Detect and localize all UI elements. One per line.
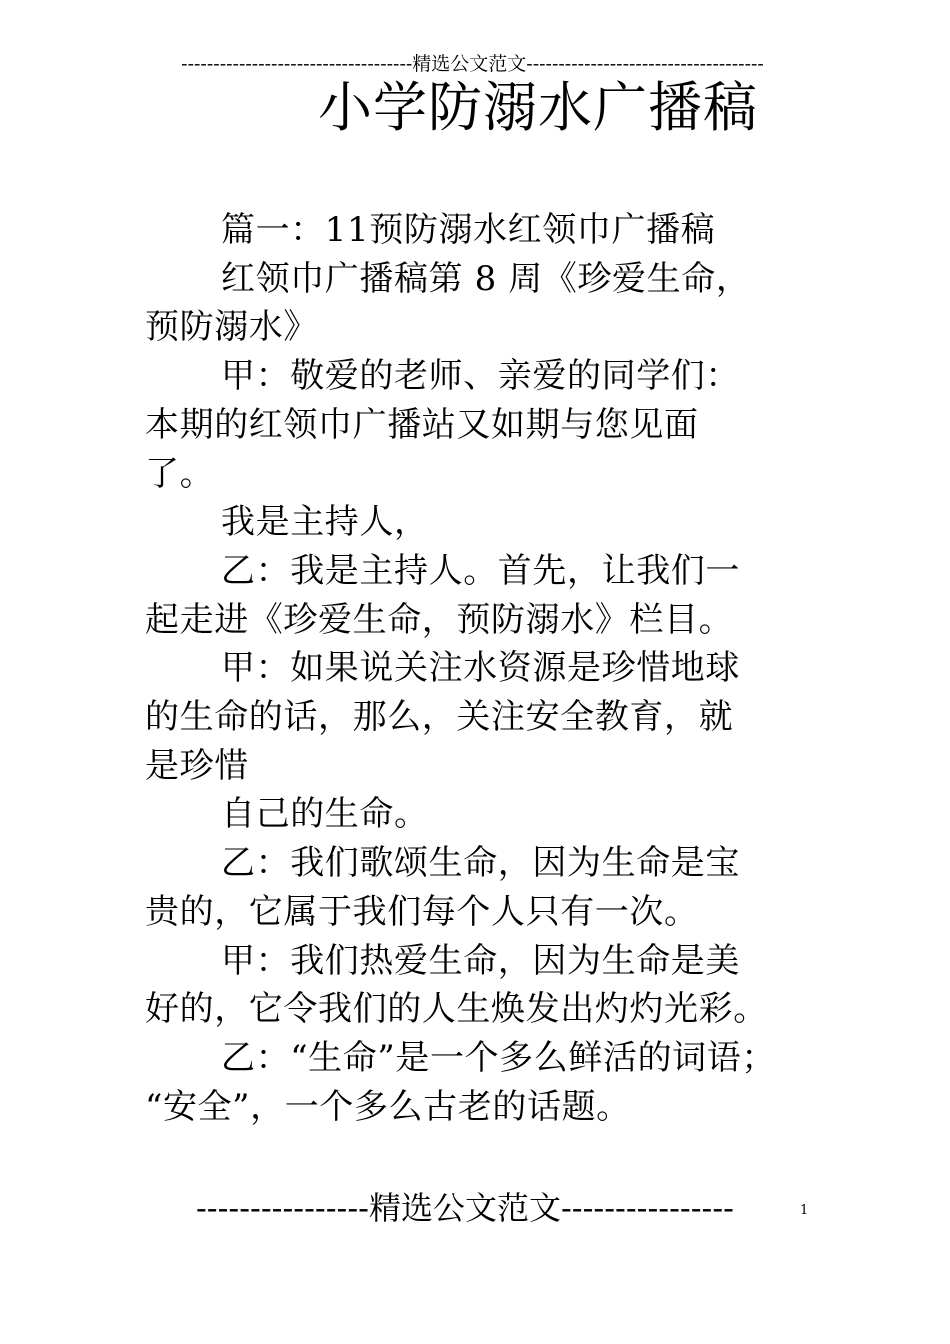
paragraph [145,206,810,255]
paragraph [145,547,810,596]
text-line: 自己的生命。 [221,794,429,835]
paragraph [145,937,810,986]
text-line: 乙：我是主持人。首先，让我们一 [221,550,740,591]
text-line: 起走进《珍爱生命，预防溺水》栏目。 [145,599,734,640]
text-line: 甲：如果说关注水资源是珍惜地球 [221,648,740,689]
document-title: 小学防溺水广播稿 [318,76,758,139]
text-line: 预防溺水》 [145,307,318,348]
text-line: 的生命的话，那么，关注安全教育，就 [145,697,734,738]
paragraph [145,1083,810,1132]
paragraph [145,888,810,937]
paragraph [145,352,810,401]
page-number: 1 [800,1203,809,1218]
paragraph [145,303,810,352]
paragraph [145,644,810,693]
text-line: 乙：“生命”是一个多么鲜活的词语； [221,1037,776,1078]
text-line: 本期的红领巾广播站又如期与您见面 [145,404,699,445]
text-line: 贵的，它属于我们每个人只有一次。 [145,891,699,932]
paragraph [145,693,810,790]
text-line: 甲：我们热爱生命，因为生命是美 [221,940,740,981]
paragraph [145,985,810,1034]
document-body [145,206,810,1131]
paragraph [145,1034,810,1083]
text-line: 好的，它令我们的人生焕发出灼灼光彩。 [145,989,768,1030]
paragraph [145,596,810,645]
paragraph [145,839,810,888]
paragraph [145,401,810,498]
text-line: 篇一：11预防溺水红领巾广播稿 [221,210,716,250]
text-line: 是珍惜 [145,745,249,786]
text-line: “安全”，一个多么古老的话题。 [145,1086,631,1127]
text-line: 乙：我们歌颂生命，因为生命是宝 [221,843,740,884]
page-header: ------------------------------------精选公文范文------------------------------------- [181,53,764,75]
text-line: 甲：敬爱的老师、亲爱的同学们： [221,356,740,397]
text-line: 红领巾广播稿第 8 周《珍爱生命， [221,258,751,299]
text-line: 我是主持人， [221,502,429,543]
page-footer: ----------------精选公文范文---------------- [195,1189,734,1227]
text-line: 了。 [145,453,215,494]
paragraph [145,255,810,304]
paragraph [145,498,810,547]
paragraph [145,790,810,839]
